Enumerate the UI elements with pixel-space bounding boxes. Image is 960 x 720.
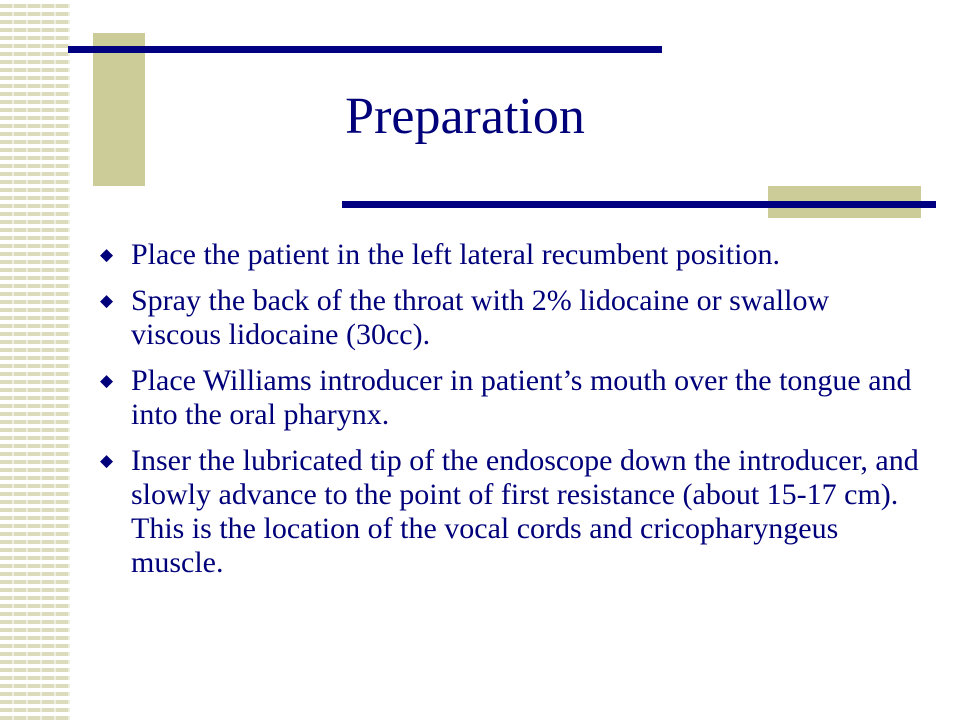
bottom-rule xyxy=(342,201,936,208)
decorative-top-block xyxy=(93,33,145,186)
diamond-bullet-icon: ◆ xyxy=(100,291,114,310)
bullet-item xyxy=(100,238,920,272)
diamond-bullet-icon: ◆ xyxy=(100,371,114,390)
bullet-item xyxy=(100,364,920,432)
decorative-stripe-band xyxy=(0,0,70,720)
bullet-item xyxy=(100,444,920,580)
bullet-text: Place the patient in the left lateral recumbent position. xyxy=(131,238,780,271)
bullet-item xyxy=(100,284,920,352)
bullet-text: Place Williams introducer in patient’s mouth over the tongue and into the oral pharynx. xyxy=(131,364,912,431)
top-rule xyxy=(68,46,662,53)
bullet-text: Inser the lubricated tip of the endoscope down the introducer, and slowly advance to the point of first resistance (about 15-17 cm). This is the location of the vocal cords and cricopharyngeus muscle. xyxy=(131,444,919,579)
diamond-bullet-icon: ◆ xyxy=(100,245,114,264)
bullet-list xyxy=(100,238,920,592)
diamond-bullet-icon: ◆ xyxy=(100,451,114,470)
bullet-text: Spray the back of the throat with 2% lidocaine or swallow viscous lidocaine (30cc). xyxy=(131,284,830,351)
slide-title: Preparation xyxy=(345,88,585,145)
